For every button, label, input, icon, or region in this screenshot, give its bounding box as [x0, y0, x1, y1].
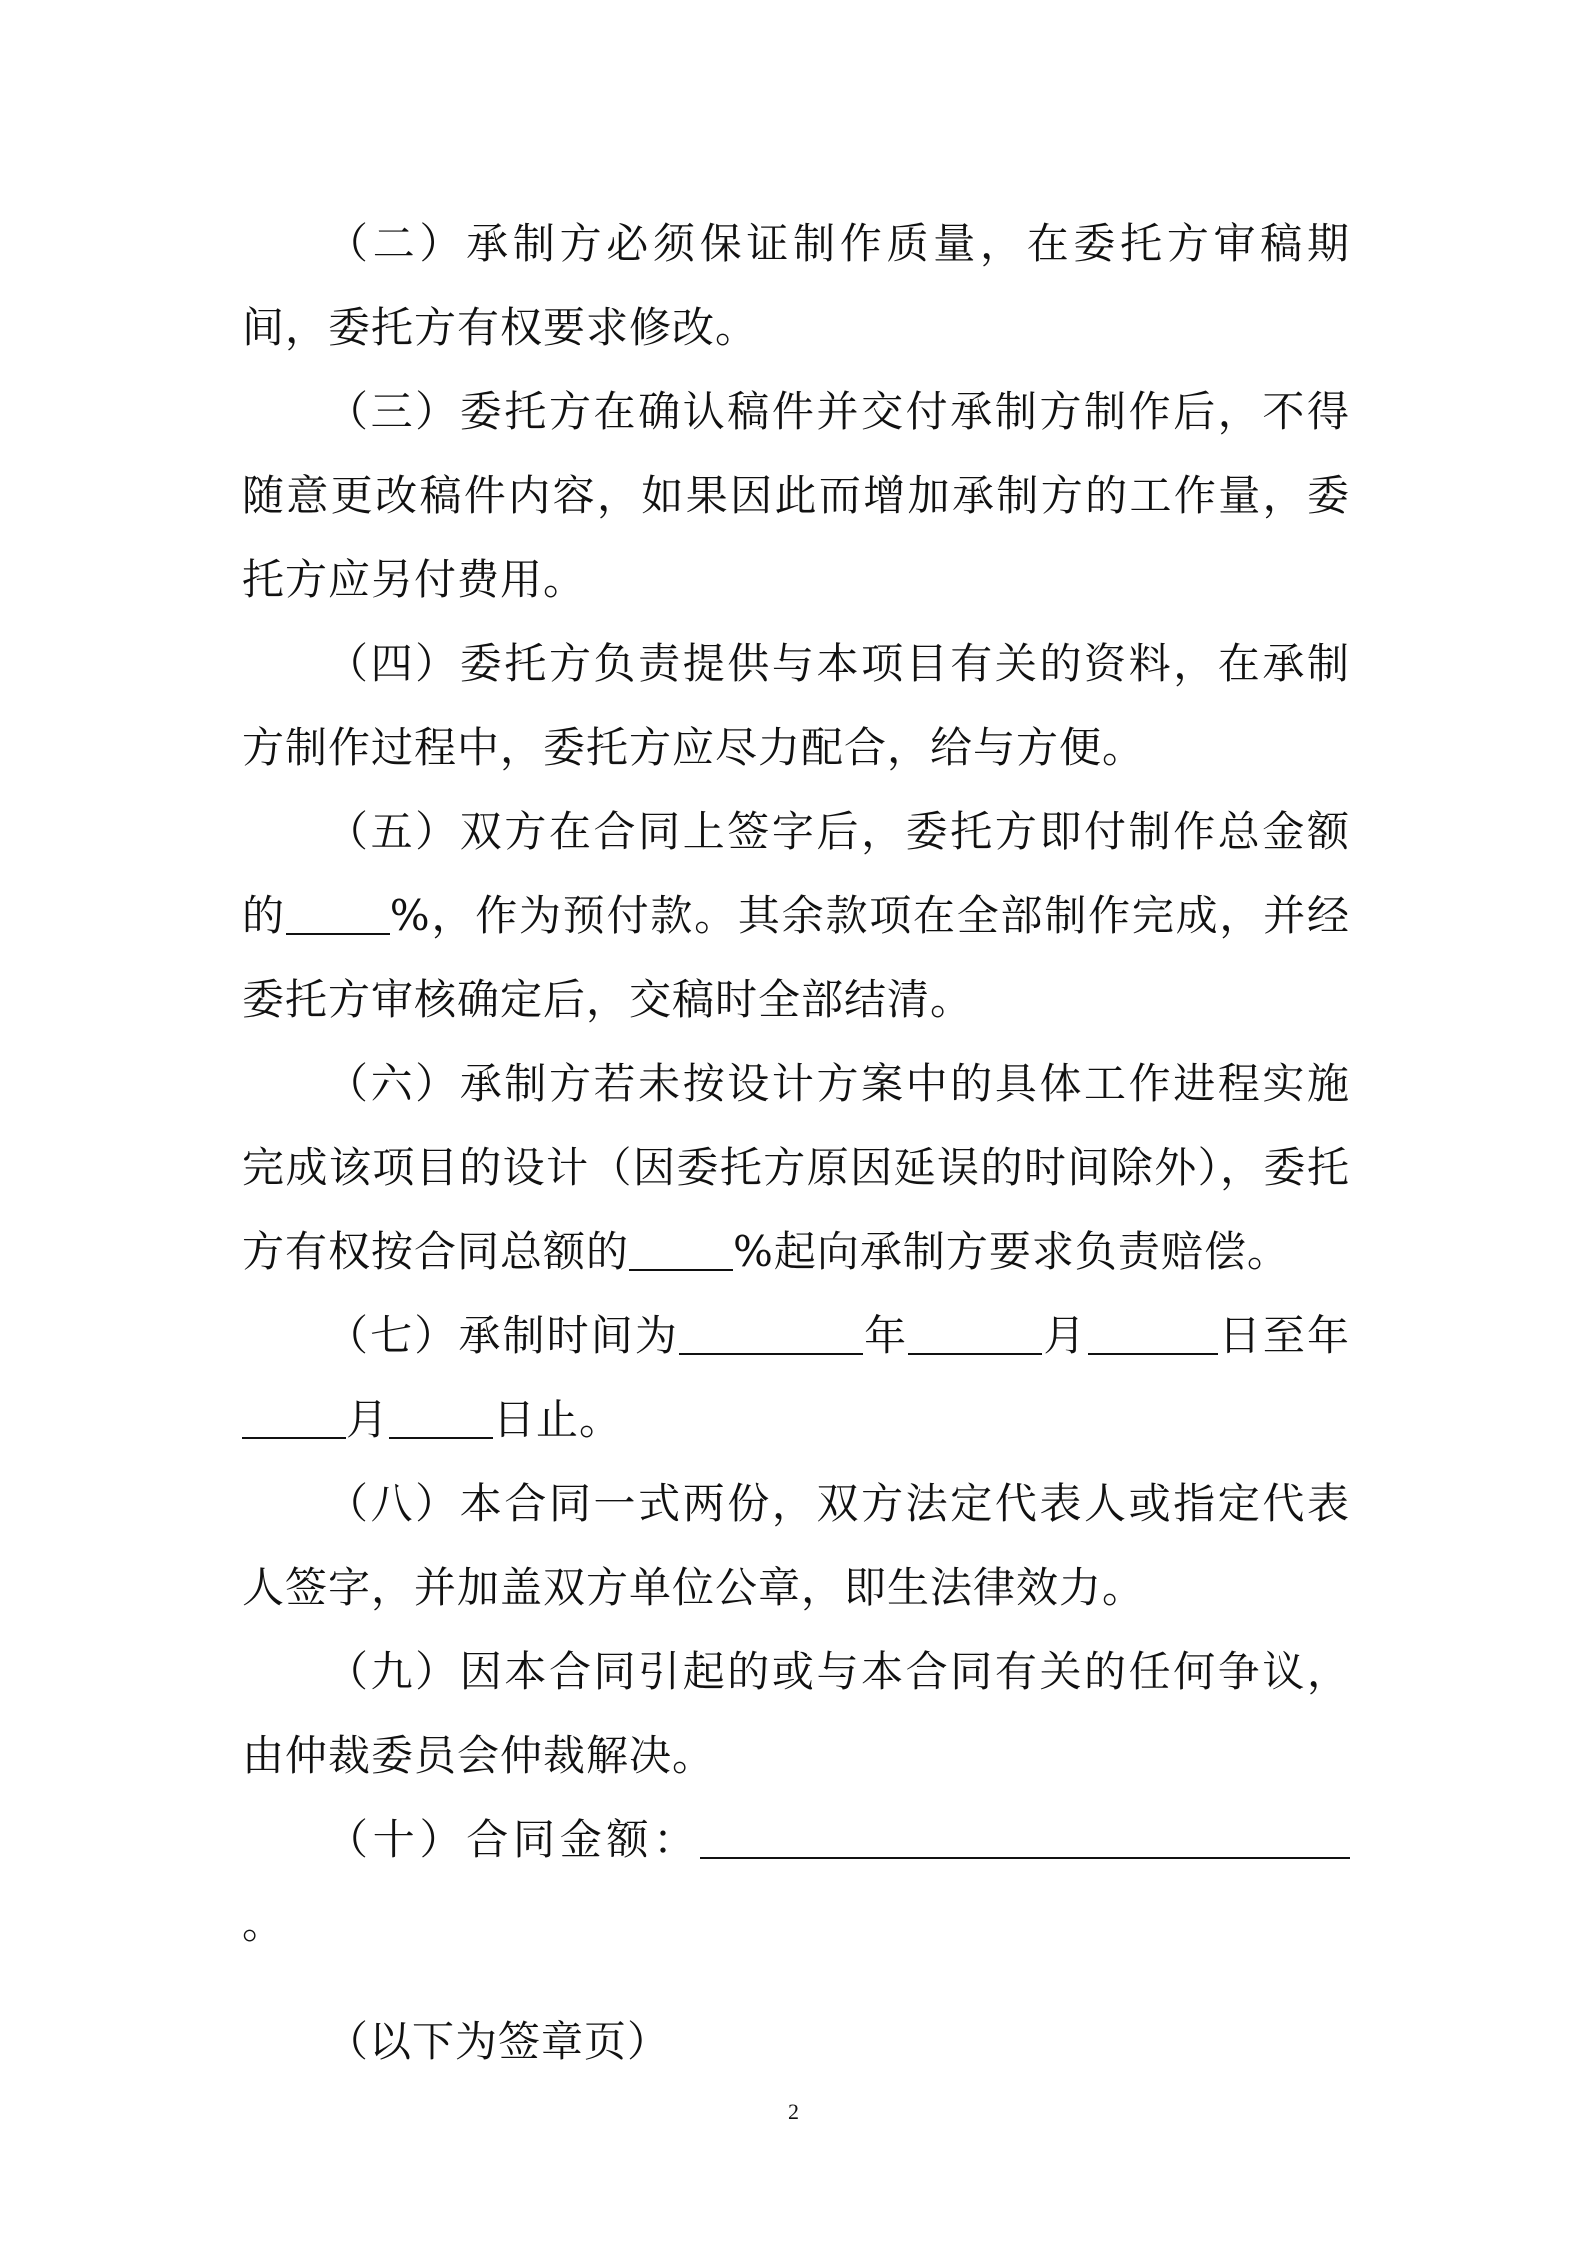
- start-year-blank: [679, 1311, 863, 1355]
- compensation-percent-blank: [629, 1227, 733, 1271]
- clause-10-text-b: 。: [242, 1899, 286, 1948]
- clause-5-text-b: %，作为预付款。其余款项在全部制作完成，并经委托方审核确定后，交稿时全部结清。: [242, 891, 1350, 1024]
- clause-7-year-label: 年: [863, 1311, 909, 1360]
- page-number: 2: [788, 2099, 799, 2124]
- clause-5-text-a: （五）双方在合同上签字后，委托方即付制作总金额的: [242, 807, 1350, 940]
- clause-7-end-year-label: 年: [1306, 1311, 1350, 1360]
- clause-7-end-text: 日止。: [493, 1395, 623, 1444]
- clause-10: [242, 1798, 1350, 1966]
- clause-6: [242, 1042, 1350, 1294]
- contract-amount-blank: [700, 1815, 1350, 1859]
- clause-5: [242, 790, 1350, 1042]
- clause-7-text-a: （七）承制时间为: [326, 1311, 680, 1360]
- clause-3-text: （三）委托方在确认稿件并交付承制方制作后，不得随意更改稿件内容，如果因此而增加承制方的工作量，委托方应另付费用。: [242, 387, 1350, 604]
- start-month-blank: [908, 1311, 1042, 1355]
- clause-10-text-a: （十）合同金额：: [326, 1815, 700, 1864]
- end-day-blank: [389, 1395, 493, 1439]
- clause-2-text: （二）承制方必须保证制作质量，在委托方审稿期间，委托方有权要求修改。: [242, 219, 1350, 352]
- clause-6-text-b: %起向承制方要求负责赔偿。: [733, 1227, 1290, 1276]
- clause-4: [242, 622, 1350, 790]
- signature-note: [242, 2000, 1350, 2084]
- contract-body: [242, 202, 1350, 2084]
- clause-7: [242, 1294, 1350, 1462]
- clause-7-day-label: 日至: [1217, 1311, 1307, 1360]
- clause-7-month-label: 月: [1042, 1311, 1088, 1360]
- clause-7-end-month-label: 月: [346, 1395, 390, 1444]
- clause-3: [242, 370, 1350, 622]
- clause-9: [242, 1630, 1350, 1798]
- clause-6-text-a: （六）承制方若未按设计方案中的具体工作进程实施完成该项目的设计（因委托方原因延误的时间除外），委托方有权按合同总额的: [242, 1059, 1350, 1276]
- clause-4-text: （四）委托方负责提供与本项目有关的资料，在承制方制作过程中，委托方应尽力配合，给与方便。: [242, 639, 1350, 772]
- clause-9-text: （九）因本合同引起的或与本合同有关的任何争议，由仲裁委员会仲裁解决。: [242, 1647, 1350, 1780]
- end-month-blank: [242, 1395, 346, 1439]
- clause-8: [242, 1462, 1350, 1630]
- start-day-blank: [1088, 1311, 1218, 1355]
- advance-percent-blank: [286, 891, 390, 935]
- signature-note-text: （以下为签章页）: [326, 2017, 671, 2066]
- clause-8-text: （八）本合同一式两份，双方法定代表人或指定代表人签字，并加盖双方单位公章，即生法律效力。: [242, 1479, 1350, 1612]
- clause-2: [242, 202, 1350, 370]
